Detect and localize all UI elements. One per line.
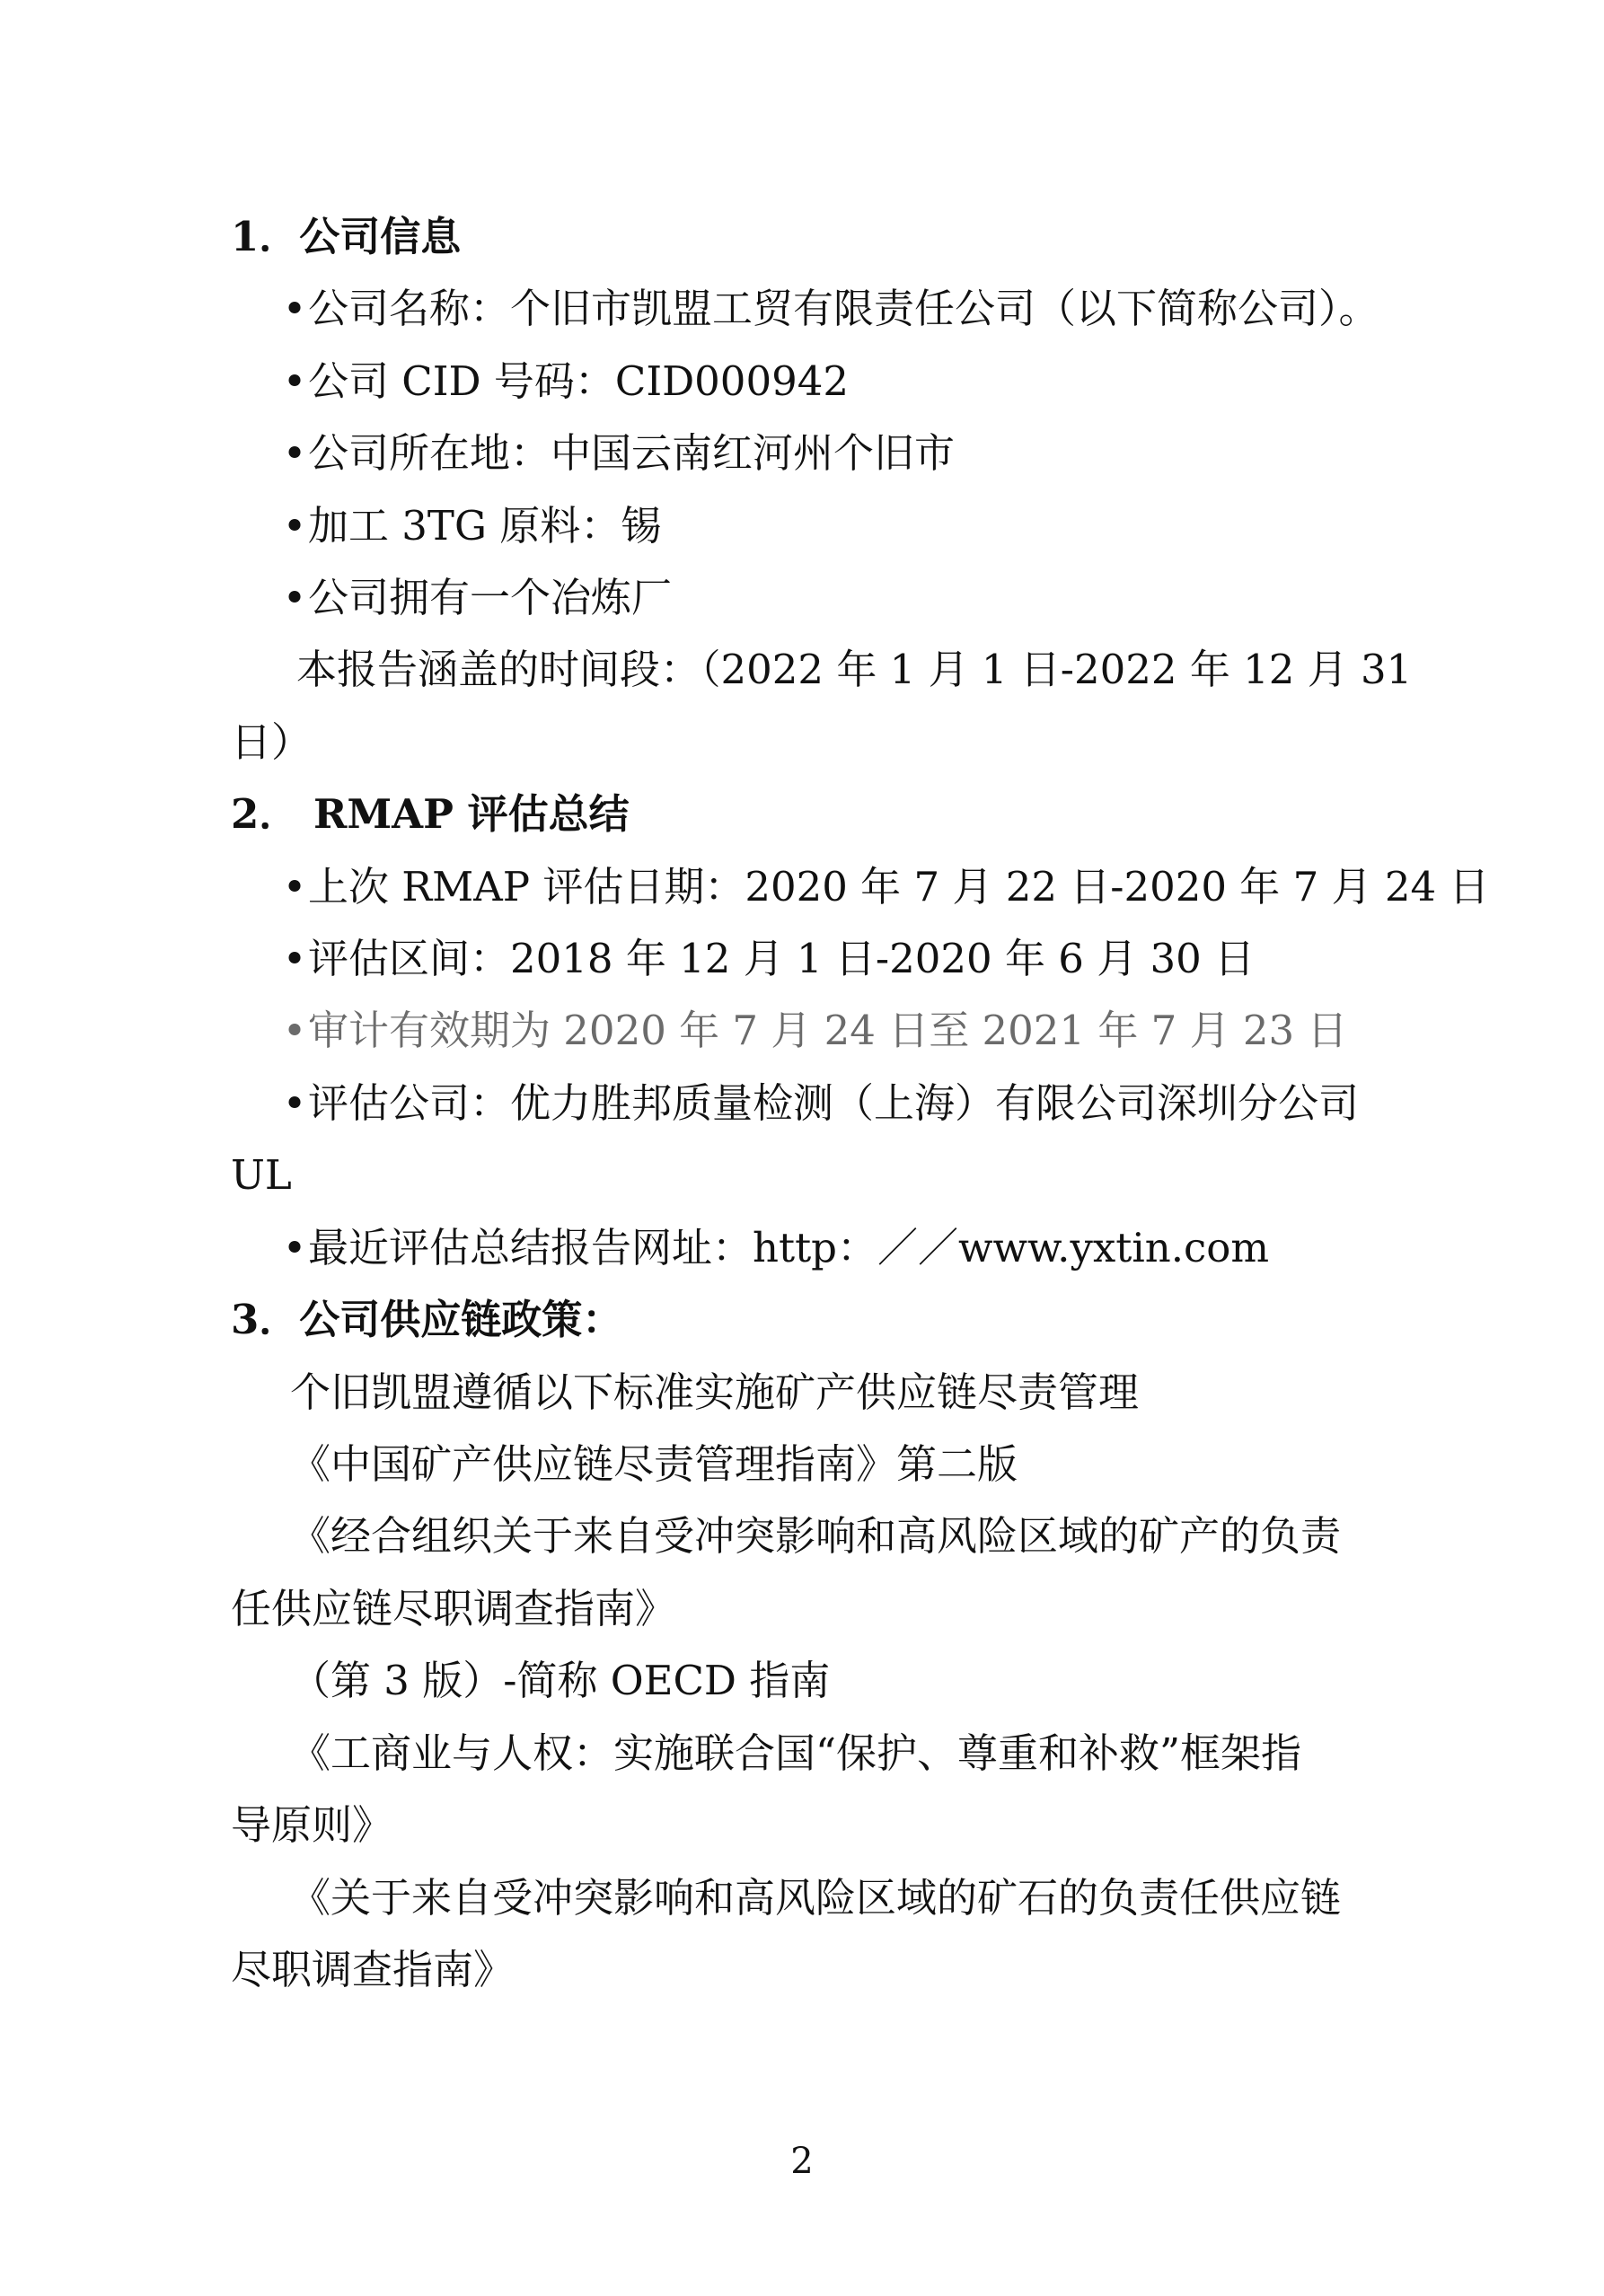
item-text: 公司 CID 号码：CID000942	[308, 357, 849, 405]
section-3-line: 《中国矿产供应链尽责管理指南》第二版	[290, 1440, 1018, 1488]
section-3-line: （第 3 版）-简称 OECD 指南	[290, 1657, 831, 1704]
section-3-line: 任供应链尽职调查指南》	[231, 1585, 676, 1632]
section-1-heading: 1．公司信息	[231, 213, 462, 260]
bullet: •	[282, 285, 307, 332]
section-3-line: 尽职调查指南》	[231, 1946, 515, 1993]
section-1-item-location	[281, 427, 955, 480]
bullet: •	[282, 357, 307, 405]
item-text: 公司所在地：中国云南红河州个旧市	[308, 429, 956, 477]
bullet: •	[282, 429, 307, 477]
section-2-item-validity	[281, 1004, 1347, 1058]
item-text: 最近评估总结报告网址：http：／／www.yxtin.com	[308, 1224, 1270, 1271]
item-text: 公司名称：个旧市凯盟工贸有限责任公司（以下简称公司）。	[308, 285, 1379, 332]
section-3-line: 《经合组织关于来自受冲突影响和高风险区域的矿产的负责	[290, 1512, 1342, 1560]
item-text: 评估公司：优力胜邦质量检测（上海）有限公司深圳分公司	[308, 1079, 1360, 1127]
item-text: 公司拥有一个冶炼厂	[308, 574, 673, 621]
page-number: 2	[790, 2141, 814, 2182]
bullet: •	[282, 574, 307, 621]
reporting-period-line1: 本报告涵盖的时间段：（2022 年 1 月 1 日-2022 年 12 月 31	[296, 646, 1413, 693]
bullet: •	[282, 1007, 307, 1054]
bullet: •	[282, 935, 307, 982]
bullet: •	[282, 1079, 307, 1127]
bullet: •	[282, 1224, 307, 1271]
item-text: 上次 RMAP 评估日期：2020 年 7 月 22 日-2020 年 7 月 24 日	[308, 863, 1490, 910]
item-text: 审计有效期为 2020 年 7 月 24 日至 2021 年 7 月 23 日	[308, 1007, 1348, 1054]
section-3-line: 个旧凯盟遵循以下标准实施矿产供应链尽责管理	[290, 1368, 1140, 1416]
bullet: •	[282, 863, 307, 910]
section-1-item-smelter	[281, 571, 672, 625]
item-text: 加工 3TG 原料：锡	[308, 502, 662, 550]
section-2-item-interval	[281, 932, 1255, 986]
section-1-item-company-name	[281, 282, 1379, 336]
section-3-line: 导原则》	[231, 1801, 393, 1849]
section-2-item-assessor	[281, 1077, 1359, 1130]
section-1-item-cid	[281, 355, 849, 409]
section-3-heading: 3．公司供应链政策：	[231, 1296, 623, 1343]
section-2-heading: 2． RMAP 评估总结	[231, 790, 630, 838]
section-3-line: 《关于来自受冲突影响和高风险区域的矿石的负责任供应链	[290, 1874, 1342, 1922]
bullet: •	[282, 502, 307, 550]
section-2-item-last-date	[281, 860, 1489, 914]
section-3-line: 《工商业与人权：实施联合国“保护、尊重和补救”框架指	[290, 1729, 1302, 1777]
section-2-item-assessor-cont: UL	[231, 1151, 292, 1199]
section-1-item-material	[281, 499, 661, 553]
item-text: 评估区间：2018 年 12 月 1 日-2020 年 6 月 30 日	[308, 935, 1256, 982]
reporting-period-line2: 日）	[231, 718, 313, 766]
section-2-item-report-url	[281, 1221, 1269, 1275]
